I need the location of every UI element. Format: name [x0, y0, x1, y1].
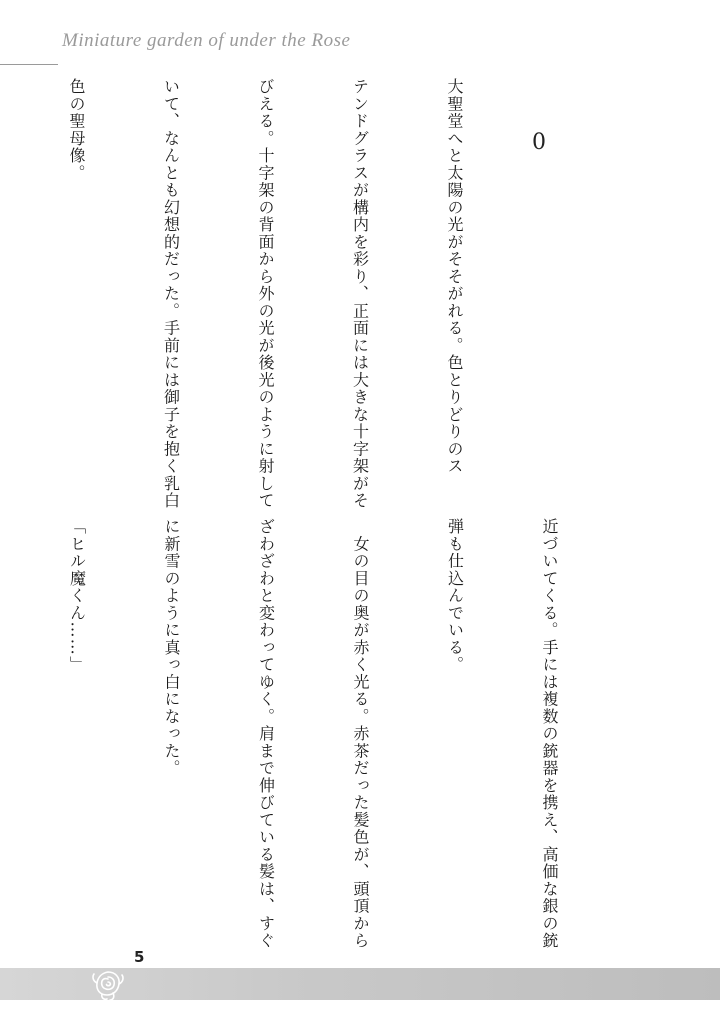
text-line: 「ヒル魔くん……」 — [67, 518, 87, 674]
text-line: 大聖堂へと太陽の光がそそがれる。色とりどりのス — [445, 78, 464, 475]
text-line: びえる。十字架の背面から外の光が後光のように射して — [256, 78, 275, 510]
lower-text-block — [0, 518, 628, 950]
text-line: に新雪のように真っ白になった。 — [162, 518, 181, 777]
page-number: 5 — [134, 948, 145, 966]
text-line: ざわざわと変わってゆく。肩まで伸びている髪は、すぐ — [256, 518, 276, 950]
text-line: いて、なんとも幻想的だった。手前には御子を抱く乳白 — [161, 78, 181, 510]
text-line: 女の目の奥が赤く光る。赤茶だった髪色が、頭頂から — [351, 518, 370, 950]
rose-icon — [88, 964, 128, 1004]
text-line: テンドグラスが構内を彩り、正面には大きな十字架がそ — [350, 78, 370, 510]
running-header: Miniature garden of under the Rose — [62, 30, 351, 51]
text-line: 近づいてくる。手には複数の銃器を携え、高価な銀の銃 — [540, 518, 559, 950]
text-line: 色の聖母像。 — [67, 78, 86, 182]
chapter-number: 0 — [532, 130, 546, 155]
upper-text-block — [0, 78, 533, 510]
header-rule — [0, 64, 58, 65]
text-line: 弾も仕込んでいる。 — [445, 518, 465, 674]
